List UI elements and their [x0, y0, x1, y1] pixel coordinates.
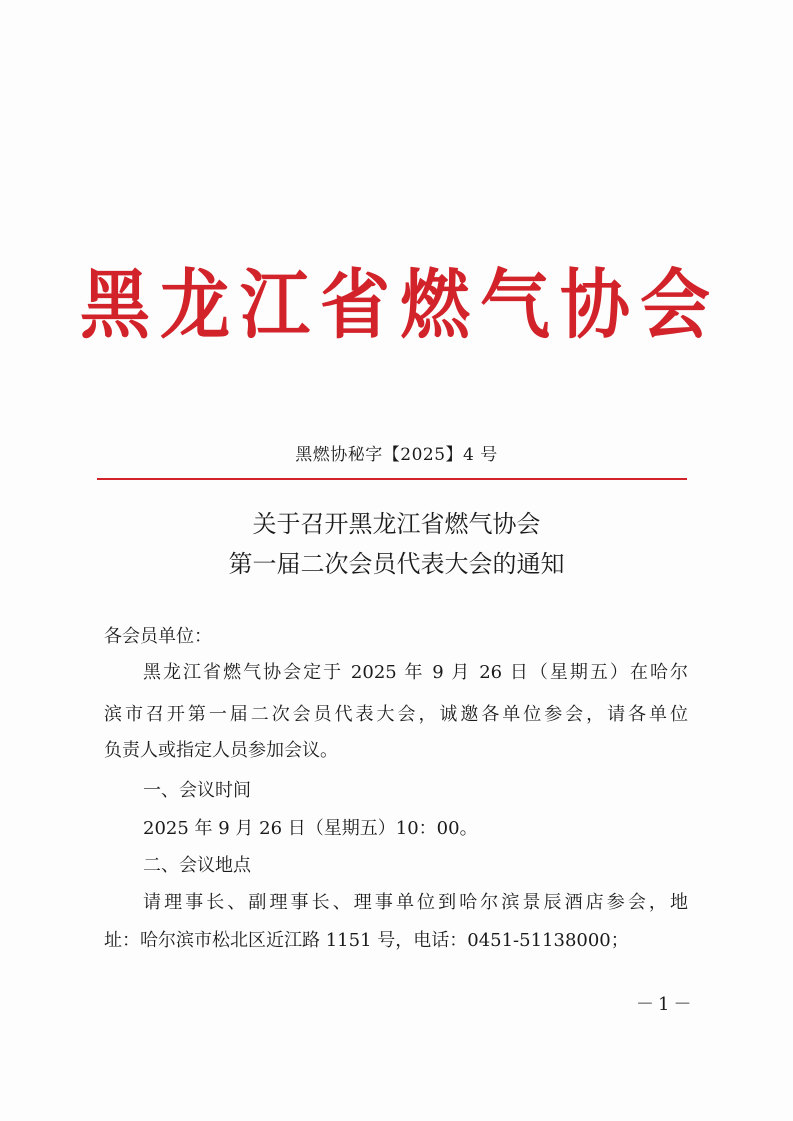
notice-title-line-1: 关于召开黑龙江省燃气协会	[252, 510, 541, 538]
section-heading-venue: 二、会议地点	[143, 855, 251, 876]
paragraph-line: 负责人或指定人员参加会议。	[104, 740, 338, 761]
venue-line: 请理事长、副理事长、理事单位到哈尔滨景辰酒店参会，地	[143, 892, 688, 913]
letterhead-char: 气	[480, 259, 550, 350]
letterhead-char: 省	[320, 259, 390, 350]
letterhead-char: 龙	[160, 259, 230, 350]
letterhead-char: 燃	[400, 259, 470, 350]
section-heading-time: 一、会议时间	[143, 780, 251, 801]
page-number: －1－	[636, 994, 696, 1015]
venue-address-line: 址：哈尔滨市松北区近江路 1151 号，电话：0451-51138000；	[104, 930, 629, 951]
notice-title-line-2: 第一届二次会员代表大会的通知	[228, 550, 565, 578]
meeting-time: 2025 年 9 月 26 日（星期五）10：00。	[143, 818, 478, 839]
org-letterhead	[80, 255, 710, 355]
red-divider	[97, 478, 687, 480]
document-number: 黑燃协秘字【2025】4 号	[295, 445, 498, 465]
paragraph-line: 黑龙江省燃气协会定于 2025 年 9 月 26 日（星期五）在哈尔	[143, 662, 688, 683]
paragraph-line: 滨市召开第一届二次会员代表大会，诚邀各单位参会，请各单位	[104, 704, 688, 725]
salutation: 各会员单位：	[104, 626, 212, 647]
letterhead-char: 协	[560, 259, 630, 350]
letterhead-char: 黑	[80, 259, 150, 350]
letterhead-char: 江	[240, 259, 310, 350]
letterhead-char: 会	[640, 259, 710, 350]
